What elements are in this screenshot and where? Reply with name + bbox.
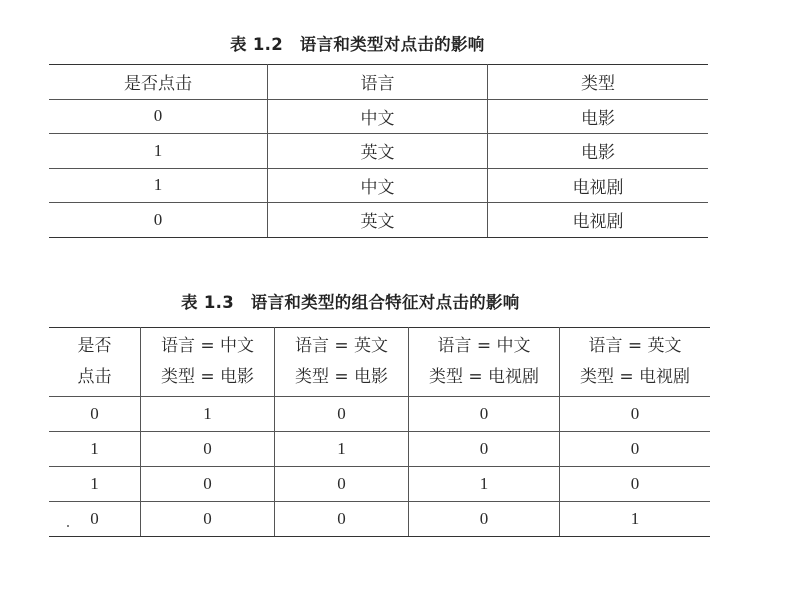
header-type: 类型 xyxy=(488,65,709,100)
header-line: 语言 = 英文 xyxy=(588,336,682,356)
table-cell: 0 xyxy=(49,502,141,537)
table-cell: 0 xyxy=(141,502,275,537)
header-line: 是否 xyxy=(77,336,112,356)
table-row xyxy=(49,134,708,169)
table-cell: 电视剧 xyxy=(488,203,709,238)
header-line: 语言 = 英文 xyxy=(294,336,389,356)
table-cell: 0 xyxy=(141,467,275,502)
table-header-row xyxy=(49,65,708,100)
table-cell: 0 xyxy=(49,99,268,134)
header-english-movie xyxy=(275,328,409,397)
table-cell: 电影 xyxy=(488,134,709,169)
table-cell: 0 xyxy=(141,432,275,467)
header-line: 语言 = 中文 xyxy=(160,336,255,356)
table-cell: 0 xyxy=(409,432,560,467)
table-cell: 1 xyxy=(275,432,409,467)
table-cell: 1 xyxy=(409,467,560,502)
table-row xyxy=(49,168,708,203)
table-1-3-caption: 表 1.3 语言和类型的组合特征对点击的影响 xyxy=(181,293,520,312)
table-row xyxy=(49,397,710,432)
table-cell: 0 xyxy=(409,397,560,432)
table-cell: 0 xyxy=(275,502,409,537)
table-cell: 中文 xyxy=(268,168,488,203)
table-cell: 1 xyxy=(141,397,275,432)
table-cell: 0 xyxy=(560,432,711,467)
table-cell: 电影 xyxy=(488,99,709,134)
table-cell: 0 xyxy=(409,502,560,537)
header-line: 语言 = 中文 xyxy=(437,336,531,356)
table-cell: 0 xyxy=(49,397,141,432)
table-1-2 xyxy=(49,64,708,238)
table-cell: 1 xyxy=(49,467,141,502)
table-row xyxy=(49,203,708,238)
table-row xyxy=(49,502,710,537)
table-1-3 xyxy=(49,327,710,537)
header-line: 类型 = 电视剧 xyxy=(579,367,691,387)
table-row xyxy=(49,467,710,502)
table-cell: 英文 xyxy=(268,134,488,169)
header-language: 语言 xyxy=(268,65,488,100)
header-clicked: 是否点击 xyxy=(49,65,268,100)
header-line: 类型 = 电影 xyxy=(160,367,255,387)
table-1-2-caption: 表 1.2 语言和类型对点击的影响 xyxy=(230,35,485,54)
table-cell: 0 xyxy=(275,467,409,502)
table-cell: 0 xyxy=(560,467,711,502)
table-cell: 1 xyxy=(49,134,268,169)
header-english-tv-series xyxy=(560,328,711,397)
table-cell: 英文 xyxy=(268,203,488,238)
table-cell: 电视剧 xyxy=(488,168,709,203)
table-cell: 0 xyxy=(49,203,268,238)
header-line: 类型 = 电影 xyxy=(294,367,389,387)
table-cell: 1 xyxy=(49,168,268,203)
header-line: 点击 xyxy=(77,367,112,387)
table-cell: 0 xyxy=(560,397,711,432)
table-cell: 0 xyxy=(275,397,409,432)
table-cell: 1 xyxy=(560,502,711,537)
header-chinese-tv-series xyxy=(409,328,560,397)
scan-speck xyxy=(67,525,69,527)
header-clicked xyxy=(49,328,141,397)
table-cell: 中文 xyxy=(268,99,488,134)
header-line: 类型 = 电视剧 xyxy=(428,367,540,387)
table-header-row xyxy=(49,328,710,397)
header-chinese-movie xyxy=(141,328,275,397)
table-row xyxy=(49,432,710,467)
table-cell: 1 xyxy=(49,432,141,467)
table-row xyxy=(49,99,708,134)
